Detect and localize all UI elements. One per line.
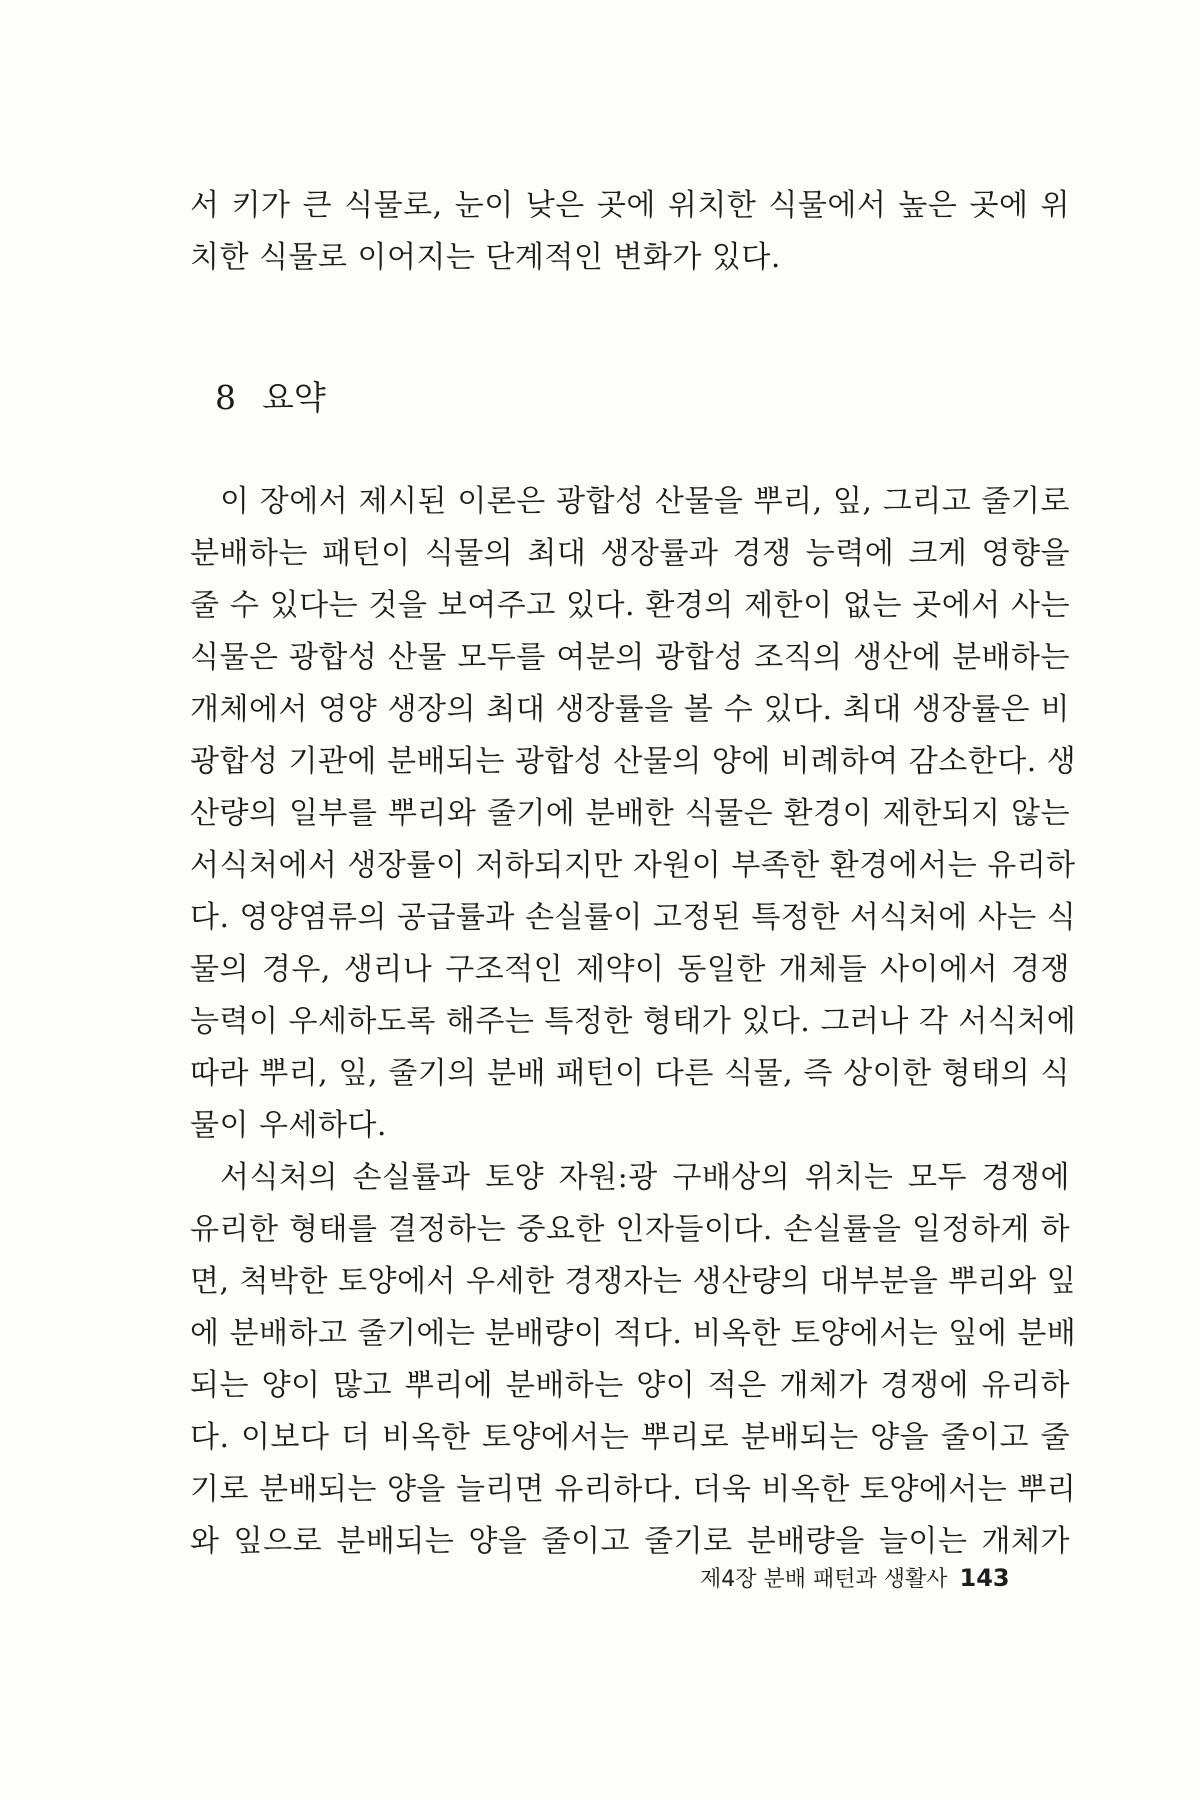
text-line: 서식처의 손실률과 토양 자원:광 구배상의 위치는 모두 경쟁에 — [220, 1160, 1070, 1195]
text-line: 다. 영양염류의 공급률과 손실률이 고정된 특정한 서식처에 사는 식 — [190, 900, 1077, 935]
text-line: 기로 분배되는 양을 늘리면 유리하다. 더욱 비옥한 토양에서는 뿌리 — [190, 1472, 1077, 1507]
text-line: 서 키가 큰 식물로, 눈이 낮은 곳에 위치한 식물에서 높은 곳에 위 — [190, 188, 1070, 223]
text-line: 와 잎으로 분배되는 양을 줄이고 줄기로 분배량을 늘이는 개체가 — [190, 1524, 1070, 1559]
text-line: 광합성 기관에 분배되는 광합성 산물의 양에 비례하여 감소한다. 생 — [190, 744, 1077, 779]
text-line: 개체에서 영양 생장의 최대 생장률을 볼 수 있다. 최대 생장률은 비 — [190, 692, 1070, 727]
text-line: 분배하는 패턴이 식물의 최대 생장률과 경쟁 능력에 크게 영향을 — [190, 536, 1070, 571]
text-line: 치한 식물로 이어지는 단계적인 변화가 있다. — [190, 240, 781, 275]
text-line: 되는 양이 많고 뿌리에 분배하는 양이 적은 개체가 경쟁에 유리하 — [190, 1368, 1070, 1403]
section-number: 8 — [215, 378, 236, 417]
text-line: 이 장에서 제시된 이론은 광합성 산물을 뿌리, 잎, 그리고 줄기로 — [220, 484, 1070, 519]
text-line: 물이 우세하다. — [190, 1108, 387, 1143]
intro-text — [190, 180, 1070, 284]
text-line: 유리한 형태를 결정하는 중요한 인자들이다. 손실률을 일정하게 하 — [190, 1212, 1070, 1247]
text-line: 물의 경우, 생리나 구조적인 제약이 동일한 개체들 사이에서 경쟁 — [190, 952, 1070, 987]
text-line: 서식처에서 생장률이 저하되지만 자원이 부족한 환경에서는 유리하 — [190, 848, 1076, 883]
section-title: 요약 — [262, 378, 326, 417]
paragraph-2 — [190, 1152, 1077, 1568]
page-number: 143 — [959, 1564, 1010, 1592]
text-line: 식물은 광합성 산물 모두를 여분의 광합성 조직의 생산에 분배하는 — [190, 640, 1070, 675]
page-footer — [700, 1558, 1010, 1600]
text-line: 따라 뿌리, 잎, 줄기의 분배 패턴이 다른 식물, 즉 상이한 형태의 식 — [190, 1056, 1070, 1091]
text-line: 다. 이보다 더 비옥한 토양에서는 뿌리로 분배되는 양을 줄이고 줄 — [190, 1420, 1070, 1455]
text-line: 산량의 일부를 뿌리와 줄기에 분배한 식물은 환경이 제한되지 않는 — [190, 796, 1070, 831]
text-line: 에 분배하고 줄기에는 분배량이 적다. 비옥한 토양에서는 잎에 분배 — [190, 1316, 1077, 1351]
chapter-title: 제4장 분배 패턴과 생활사 — [700, 1567, 948, 1592]
section-heading — [215, 372, 326, 424]
text-line: 능력이 우세하도록 해주는 특정한 형태가 있다. 그러나 각 서식처에 — [190, 1004, 1077, 1039]
text-line: 면, 척박한 토양에서 우세한 경쟁자는 생산량의 대부분을 뿌리와 잎 — [190, 1264, 1077, 1299]
paragraph-1 — [190, 476, 1077, 1152]
text-line: 줄 수 있다는 것을 보여주고 있다. 환경의 제한이 없는 곳에서 사는 — [190, 588, 1070, 623]
